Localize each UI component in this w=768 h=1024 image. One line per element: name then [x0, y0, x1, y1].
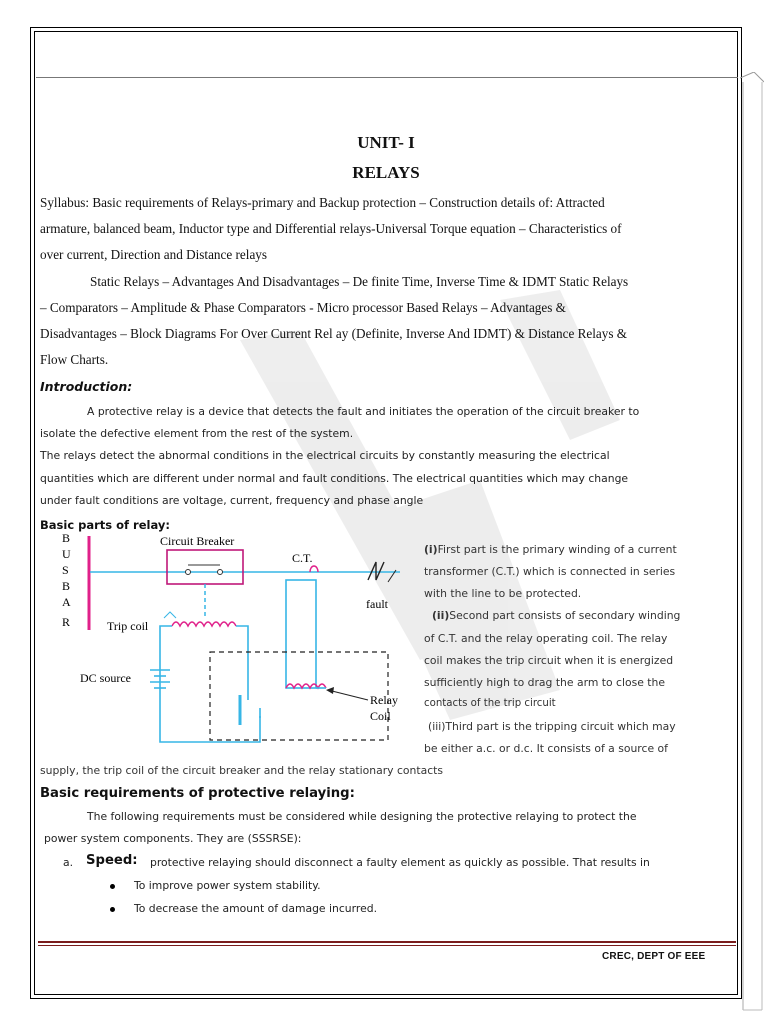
part-2-line-1	[432, 609, 680, 622]
busbar-letter-u: U	[62, 547, 71, 561]
syllabus-line-6: Disadvantages – Block Diagrams For Over Current Rel ay (Definite, Inverse And IDMT) & Distance Relays &	[40, 326, 628, 341]
part-2-label: (ii)	[432, 609, 450, 622]
busbar-letter-b2: B	[62, 579, 71, 593]
relay-circuit-diagram	[60, 530, 420, 765]
page-curl-edge	[740, 72, 764, 1012]
part-1-line-3: with the line to be protected.	[424, 587, 582, 600]
busbar-letter-r: R	[62, 615, 71, 629]
circuit-breaker-box	[167, 550, 243, 584]
circuit-breaker-label: Circuit Breaker	[160, 534, 235, 548]
part-1-line-2: transformer (C.T.) which is connected in series	[424, 565, 676, 578]
requirements-line-2: power system components. They are (SSSRSE):	[44, 832, 302, 845]
basic-parts-heading: Basic parts of relay:	[40, 518, 170, 532]
bullet-dot-2	[110, 907, 115, 912]
part-2-line-2: of C.T. and the relay operating coil. The relay	[424, 632, 668, 645]
part-2-text: Second part consists of secondary winding	[449, 609, 681, 622]
syllabus-line-5: – Comparators – Amplitude & Phase Comparators - Micro processor Based Relays – Advantages &	[40, 300, 566, 315]
part-1-text: First part is the primary winding of a current	[437, 543, 677, 556]
requirements-line-1: The following requirements must be considered while designing the protective relaying to protect the	[87, 810, 637, 823]
footer-rule-bottom	[38, 945, 736, 946]
part-2-line-4: sufficiently high to drag the arm to close the	[424, 676, 666, 689]
part-2-line-3: coil makes the trip circuit when it is energized	[424, 654, 674, 667]
syllabus-line-3: over current, Direction and Distance relays	[40, 247, 268, 262]
speed-label: Speed:	[86, 853, 138, 868]
introduction-heading: Introduction:	[40, 379, 133, 394]
requirements-heading: Basic requirements of protective relaying:	[40, 786, 355, 801]
intro-line-2: isolate the defective element from the rest of the system.	[40, 427, 354, 440]
busbar-letter-b1: B	[62, 531, 71, 545]
part-1-line-1	[424, 543, 677, 556]
trip-coil	[172, 622, 236, 626]
intro-line-3: The relays detect the abnormal conditions in the electrical circuits by constantly measuring the electrical	[40, 449, 610, 462]
intro-line-4: quantities which are different under normal and fault conditions. The electrical quantities which may change	[40, 472, 629, 485]
fault-symbol	[368, 562, 384, 580]
ct-core	[310, 566, 318, 572]
busbar-letter-s: S	[62, 563, 69, 577]
intro-line-1: A protective relay is a device that detects the fault and initiates the operation of the circuit breaker to	[87, 405, 640, 418]
bullet-dot-1	[110, 884, 115, 889]
trip-coil-label: Trip coil	[107, 619, 149, 633]
part-2-line-5: contacts of the trip circuit	[424, 698, 556, 709]
syllabus-line-4: Static Relays – Advantages And Disadvantages – De finite Time, Inverse Time & IDMT Static Relays	[90, 274, 629, 289]
coil-label: Coil	[370, 709, 391, 723]
busbar-letter-a: A	[62, 595, 71, 609]
dc-source-label: DC source	[80, 671, 131, 685]
fault-label: fault	[366, 597, 388, 611]
bullet-item-2: To decrease the amount of damage incurred.	[134, 902, 378, 915]
syllabus-line-7: Flow Charts.	[40, 352, 109, 367]
footer-rule-top	[38, 941, 736, 943]
bullet-item-1: To improve power system stability.	[134, 879, 321, 892]
footer-text: CREC, DEPT OF EEE	[602, 951, 706, 962]
part-3-line-1: (iii)Third part is the tripping circuit which may	[428, 720, 676, 733]
syllabus-line-2: armature, balanced beam, Inductor type and Differential relays-Universal Torque equation – Characteristics of	[40, 221, 622, 236]
ct-label: C.T.	[292, 551, 313, 565]
part-3-line-2: be either a.c. or d.c. It consists of a source of	[424, 742, 668, 755]
page-title: RELAYS	[352, 163, 420, 182]
part-1-label: (i)	[424, 543, 438, 556]
relay-box	[210, 652, 388, 740]
intro-line-5: under fault conditions are voltage, current, frequency and phase angle	[40, 494, 424, 507]
part-3-line-3: supply, the trip coil of the circuit breaker and the relay stationary contacts	[40, 764, 444, 777]
syllabus-line-1: Syllabus: Basic requirements of Relays-primary and Backup protection – Construction details of: Attracted	[40, 195, 605, 210]
relay-label: Relay	[370, 693, 398, 707]
speed-text: protective relaying should disconnect a faulty element as quickly as possible. That results in	[150, 856, 650, 869]
item-a-marker: a.	[63, 856, 74, 869]
unit-heading: UNIT- I	[357, 133, 415, 152]
